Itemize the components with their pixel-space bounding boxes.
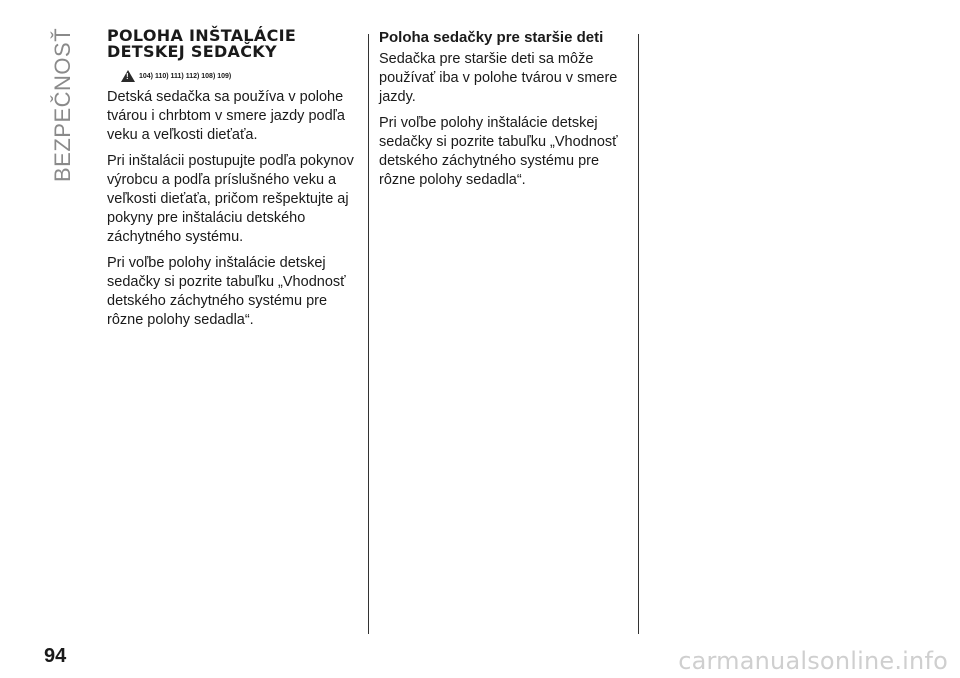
paragraph: Detská sedačka sa používa v polohe tvárou i chrbtom v smere jazdy podľa veku a veľkosti dieťaťa. — [107, 89, 345, 143]
right-column — [379, 28, 629, 197]
paragraph: Pri voľbe polohy inštalácie detskej sedačky si pozrite tabuľku „Vhodnosť detského záchytného systému pre rôzne polohy sedadla“. — [379, 115, 618, 188]
warning-reference-numbers: 104) 110) 111) 112) 108) 109) — [139, 72, 232, 80]
paragraph: Pri inštalácii postupujte podľa pokynov výrobcu a podľa príslušného veku a veľkosti dieťaťa, pričom rešpektujte aj pokyny pre inštaláciu detského záchytného systému. — [107, 153, 354, 245]
section-title: POLOHA INŠTALÁCIE DETSKEJ SEDAČKY — [107, 26, 297, 61]
left-column — [107, 28, 357, 337]
page-number: 94 — [44, 645, 67, 667]
paragraph: Sedačka pre staršie deti sa môže používať iba v polohe tvárou v smere jazdy. — [379, 51, 618, 105]
watermark: carmanualsonline.info — [678, 647, 948, 675]
warning-references — [121, 70, 357, 82]
section-side-tab — [48, 27, 88, 190]
column-divider-2 — [638, 34, 639, 634]
paragraph: Pri voľbe polohy inštalácie detskej sedačky si pozrite tabuľku „Vhodnosť detského záchytného systému pre rôzne polohy sedadla“. — [107, 255, 346, 328]
warning-triangle-icon — [121, 70, 135, 82]
section-side-label: BEZPEČNOSŤ — [50, 27, 75, 182]
column-divider-1 — [368, 34, 369, 634]
subsection-heading: Poloha sedačky pre staršie deti — [379, 29, 604, 46]
